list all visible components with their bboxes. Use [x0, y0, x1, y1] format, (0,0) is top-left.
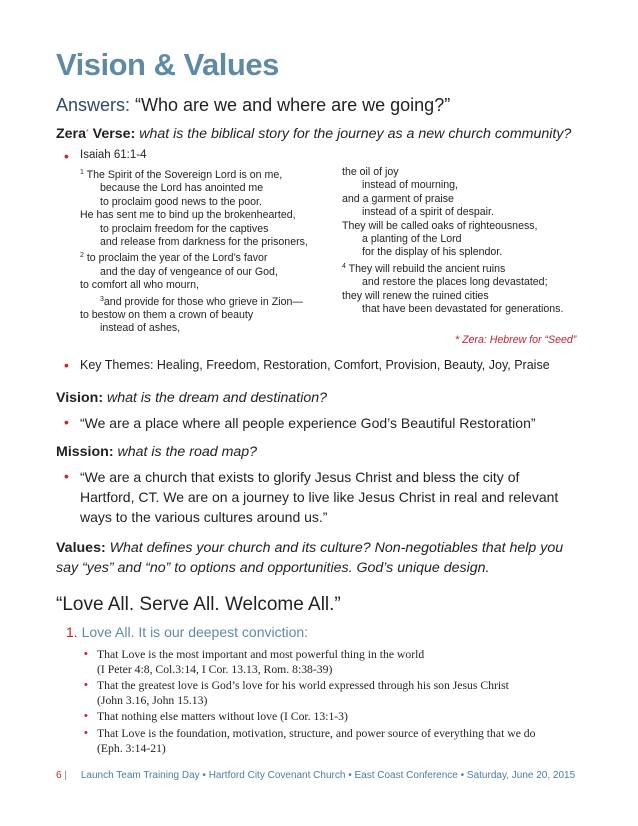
love-point: [97, 710, 348, 725]
verse-text: for the display of his splendor.: [362, 246, 503, 259]
verse-line: [342, 206, 563, 219]
verse-line: [342, 179, 563, 192]
zera-footnote-text: Zera: Hebrew for “Seed”: [459, 334, 577, 346]
verse-line: [80, 236, 308, 249]
zera-label-verse: Verse:: [88, 126, 136, 142]
bullet-dot: •: [84, 727, 88, 739]
zera-footnote: [455, 334, 576, 347]
passage-reference: Isaiah 61:1-4: [80, 149, 147, 161]
values-label: Values:: [56, 540, 106, 556]
verse-line: [80, 279, 308, 292]
verse-text: because the Lord has anointed me: [100, 182, 264, 195]
vision-statement: “We are a place where all people experience God’s Beautiful Restoration”: [80, 415, 536, 431]
mission-label: Mission:: [56, 444, 114, 460]
footer-text: Launch Team Training Day • Hartford City Covenant Church • East Coast Conference • Saturday, June 20, 2015: [80, 770, 576, 781]
verse-line: [342, 220, 563, 233]
verse-line: [80, 182, 308, 195]
zera-heading: [56, 126, 571, 142]
values-prompt-line2: say “yes” and “no” to options and opportunities. God’s unique design.: [56, 560, 490, 576]
vision-prompt: what is the dream and destination?: [103, 390, 328, 406]
love-all-heading: [66, 624, 308, 640]
page-number: 6: [56, 770, 62, 781]
verse-text: and release from darkness for the prisoners,: [100, 236, 308, 249]
verse-line: [342, 290, 563, 303]
verse-text: and restore the places long devastated;: [362, 276, 548, 289]
verse-line: [80, 266, 308, 279]
verse-line: [342, 260, 563, 276]
answers-text: “Who are we and where are we going?”: [130, 95, 451, 115]
love-point: [97, 727, 536, 756]
verse-text: to proclaim good news to the poor.: [100, 195, 262, 208]
verse-text: to comfort all who mourn,: [80, 279, 199, 292]
verse-text: instead of a spirit of despair.: [362, 206, 494, 219]
answers-line: [56, 95, 450, 116]
key-themes-text: Healing, Freedom, Restoration, Comfort, Provision, Beauty, Joy, Praise: [153, 358, 550, 372]
mission-statement: [80, 467, 558, 527]
verse-line: [80, 293, 308, 309]
verse-line: [342, 246, 563, 259]
verse-text: They will be called oaks of righteousness,: [342, 219, 538, 232]
zera-star: *: [85, 129, 89, 136]
verse-text: They will rebuild the ancient ruins: [345, 262, 506, 275]
love-point-ref: (John 3.16, John 15.13): [97, 693, 208, 707]
verse-number: 4: [342, 262, 346, 270]
verse-left-column: [80, 166, 308, 336]
love-all-label: Love All.: [77, 624, 135, 640]
love-point-ref: (I Peter 4:8, Col.3:14, I Cor. 13.13, Rom. 8:38-39): [97, 662, 333, 676]
page-title: Vision & Values: [56, 47, 279, 82]
mission-prompt: what is the road map?: [113, 444, 258, 460]
love-point-line: That nothing else matters without love (I Cor. 13:1-3): [97, 710, 348, 723]
verse-right-column: [342, 166, 563, 316]
verse-line: [342, 233, 563, 246]
verse-text: and a garment of praise: [342, 192, 454, 205]
bullet-dot: •: [64, 148, 69, 164]
verse-text: to proclaim freedom for the captives: [100, 222, 269, 235]
verse-text: to bestow on them a crown of beauty: [80, 309, 254, 322]
values-heading: [56, 538, 563, 578]
verse-line: [80, 322, 308, 335]
mission-heading: [56, 444, 257, 460]
zera-footnote-star: *: [455, 334, 460, 346]
bullet-dot: •: [64, 357, 69, 373]
love-point-line: That the greatest love is God’s love for his world expressed through his son Jesus Christ: [97, 679, 509, 692]
love-point: [97, 648, 424, 677]
love-point-line: That Love is the most important and most powerful thing in the world: [97, 648, 425, 661]
mission-line: Hartford, CT. We are on a journey to live like Jesus Christ in real and relevant: [80, 489, 559, 505]
footer-divider: |: [64, 770, 67, 781]
verse-line: [80, 223, 308, 236]
verse-line: [342, 303, 563, 316]
key-themes: [80, 358, 550, 372]
verse-text: they will renew the ruined cities: [342, 289, 489, 302]
verse-line: [80, 309, 308, 322]
verse-line: [80, 249, 308, 265]
verse-text: that have been devastated for generations.: [362, 303, 564, 316]
bullet-dot: •: [84, 648, 88, 660]
values-prompt-line1: What defines your church and its culture? Non-negotiables that help you: [105, 540, 564, 556]
verse-number: 3: [100, 295, 104, 303]
zera-prompt: what is the biblical story for the journey as a new church community?: [135, 126, 572, 142]
verse-line: [80, 196, 308, 209]
verse-text: instead of ashes,: [100, 322, 181, 335]
bullet-dot: •: [64, 414, 69, 430]
love-point-ref: (Eph. 3:14-21): [97, 741, 166, 755]
bullet-dot: •: [84, 710, 88, 722]
verse-text: to proclaim the year of the Lord’s favor: [83, 252, 268, 265]
verse-line: [80, 209, 308, 222]
page-footer: [56, 770, 575, 781]
bullet-dot: •: [64, 468, 69, 484]
mission-line: ways to the various cultures around us.”: [80, 509, 328, 525]
verse-line: [342, 193, 563, 206]
verse-text: instead of mourning,: [362, 179, 458, 192]
vision-label: Vision:: [56, 390, 104, 406]
verse-line: [342, 166, 563, 179]
verse-text: and provide for those who grieve in Zion—: [103, 295, 303, 308]
mission-line: “We are a church that exists to glorify Jesus Christ and bless the city of: [80, 469, 520, 485]
bullet-dot: •: [84, 679, 88, 691]
verse-text: The Spirit of the Sovereign Lord is on me,: [83, 169, 283, 181]
key-themes-label: Key Themes:: [80, 358, 154, 372]
answers-label: Answers:: [56, 95, 131, 115]
zera-label: Zera: [56, 126, 86, 142]
love-point-line: That Love is the foundation, motivation, structure, and power source of everything that we do: [97, 727, 536, 740]
love-point: [97, 679, 509, 708]
verse-number: 1: [80, 169, 84, 176]
verse-text: He has sent me to bind up the brokenhearted,: [80, 209, 296, 222]
love-all-number: 1.: [66, 624, 78, 640]
verse-text: and the day of vengeance of our God,: [100, 265, 278, 278]
verse-line: [80, 166, 308, 182]
vision-heading: [56, 390, 327, 406]
verse-text: the oil of joy: [342, 166, 399, 178]
verse-text: a planting of the Lord: [362, 233, 462, 246]
verse-line: [342, 276, 563, 289]
verse-number: 2: [80, 252, 84, 260]
love-slogan: “Love All. Serve All. Welcome All.”: [56, 594, 341, 615]
love-all-text: It is our deepest conviction:: [134, 624, 309, 640]
